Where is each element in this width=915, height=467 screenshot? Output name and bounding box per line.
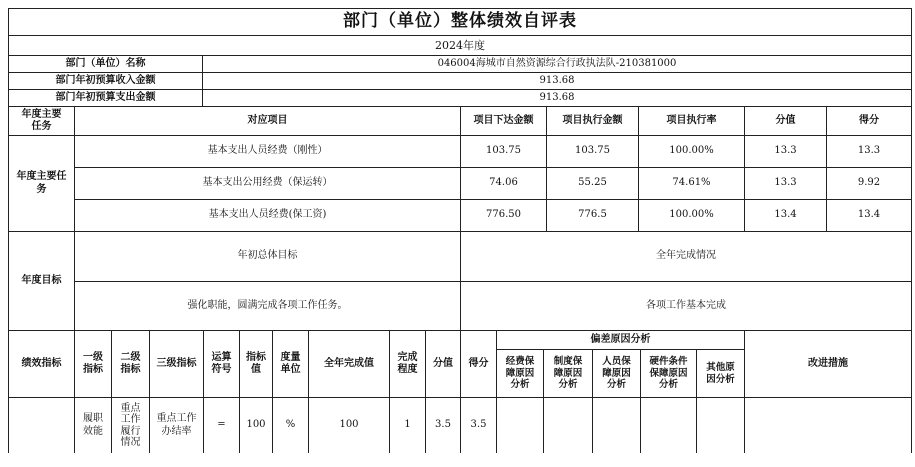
col-dev-hardware: 硬件条件 保障原因 分析 bbox=[649, 355, 688, 391]
task-rate: 100.00% bbox=[669, 145, 714, 157]
indicators-label: 绩效指标 bbox=[21, 357, 62, 369]
budget-expense-value: 913.68 bbox=[539, 91, 575, 103]
col-ind-score-value: 分值 bbox=[433, 357, 453, 369]
col-level1: 一级 指标 bbox=[83, 351, 103, 375]
tasks-header-label: 年度主要 任务 bbox=[21, 108, 62, 132]
col-executed-amount: 项目执行金额 bbox=[562, 114, 623, 126]
ind-score: 3.5 bbox=[470, 419, 487, 431]
col-issued-amount: 项目下达金额 bbox=[473, 114, 534, 126]
task-rate: 74.61% bbox=[672, 177, 711, 189]
task-score: 9.92 bbox=[857, 177, 881, 189]
overall-goal-text: 强化职能，圆满完成各项工作任务。 bbox=[187, 299, 348, 311]
col-ind-score: 得分 bbox=[468, 357, 489, 369]
ind-operator: = bbox=[217, 419, 226, 431]
col-dev-funding: 经费保 障原因 分析 bbox=[505, 355, 535, 391]
col-project: 对应项目 bbox=[247, 114, 288, 126]
col-dev-staff: 人员保 障原因 分析 bbox=[602, 355, 631, 391]
task-score-value: 13.4 bbox=[774, 209, 797, 221]
task-rate: 100.00% bbox=[669, 209, 714, 221]
task-executed: 55.25 bbox=[578, 177, 607, 189]
task-item: 基本支出人员经费(保工资) bbox=[208, 209, 327, 221]
col-level3: 三级指标 bbox=[156, 357, 197, 369]
col-degree: 完成 程度 bbox=[397, 351, 418, 375]
task-item: 基本支出人员经费（刚性） bbox=[207, 145, 328, 157]
ind-level1: 履职 效能 bbox=[83, 413, 103, 437]
col-level2: 二级 指标 bbox=[120, 351, 141, 375]
tasks-section-label: 年度主要任 务 bbox=[16, 171, 67, 195]
task-item: 基本支出公用经费（保运转） bbox=[202, 177, 333, 189]
task-issued: 776.50 bbox=[486, 209, 521, 221]
col-score-value: 分值 bbox=[775, 114, 796, 126]
task-executed: 776.5 bbox=[578, 209, 607, 221]
ind-degree: 1 bbox=[404, 419, 411, 431]
unit-name-value: 046004海城市自然资源综合行政执法队-210381000 bbox=[437, 57, 677, 69]
col-unit: 度量 单位 bbox=[280, 351, 301, 375]
budget-income-value: 913.68 bbox=[539, 74, 575, 86]
ind-target: 100 bbox=[246, 419, 266, 431]
col-target: 指标 值 bbox=[246, 351, 266, 375]
task-score-value: 13.3 bbox=[774, 177, 797, 189]
completion-text: 各项工作基本完成 bbox=[646, 299, 726, 311]
col-dev-other: 其他原 因分析 bbox=[706, 361, 735, 385]
col-score: 得分 bbox=[859, 114, 879, 126]
rule bbox=[911, 8, 912, 453]
ind-unit: % bbox=[285, 419, 296, 431]
col-actual: 全年完成值 bbox=[324, 357, 374, 369]
overall-goal-header: 年初总体目标 bbox=[237, 250, 298, 262]
task-score: 13.3 bbox=[857, 145, 881, 157]
completion-header: 全年完成情况 bbox=[656, 250, 716, 262]
annual-goals-label: 年度目标 bbox=[21, 274, 62, 286]
col-improvement: 改进措施 bbox=[808, 357, 848, 369]
unit-name-label: 部门（单位）名称 bbox=[65, 57, 146, 69]
budget-income-label: 部门年初预算收入金额 bbox=[55, 74, 156, 86]
task-score-value: 13.3 bbox=[774, 145, 797, 157]
ind-actual: 100 bbox=[339, 419, 359, 431]
col-dev-system: 制度保 障原因 分析 bbox=[553, 355, 583, 391]
ind-score-value: 3.5 bbox=[435, 419, 451, 431]
ind-level3: 重点工作 办结率 bbox=[156, 413, 197, 437]
year-label: 2024年度 bbox=[435, 38, 485, 52]
task-score: 13.4 bbox=[857, 209, 881, 221]
task-executed: 103.75 bbox=[575, 145, 610, 157]
ind-level2: 重点 工作 履行 情况 bbox=[120, 402, 141, 448]
col-deviation-analysis: 偏差原因分析 bbox=[590, 333, 651, 345]
page-title: 部门（单位）整体绩效自评表 bbox=[343, 11, 577, 32]
budget-expense-label: 部门年初预算支出金额 bbox=[55, 91, 156, 103]
col-operator: 运算 符号 bbox=[211, 351, 232, 375]
task-issued: 74.06 bbox=[489, 177, 518, 189]
task-issued: 103.75 bbox=[486, 145, 521, 157]
col-execution-rate: 项目执行率 bbox=[666, 114, 717, 126]
